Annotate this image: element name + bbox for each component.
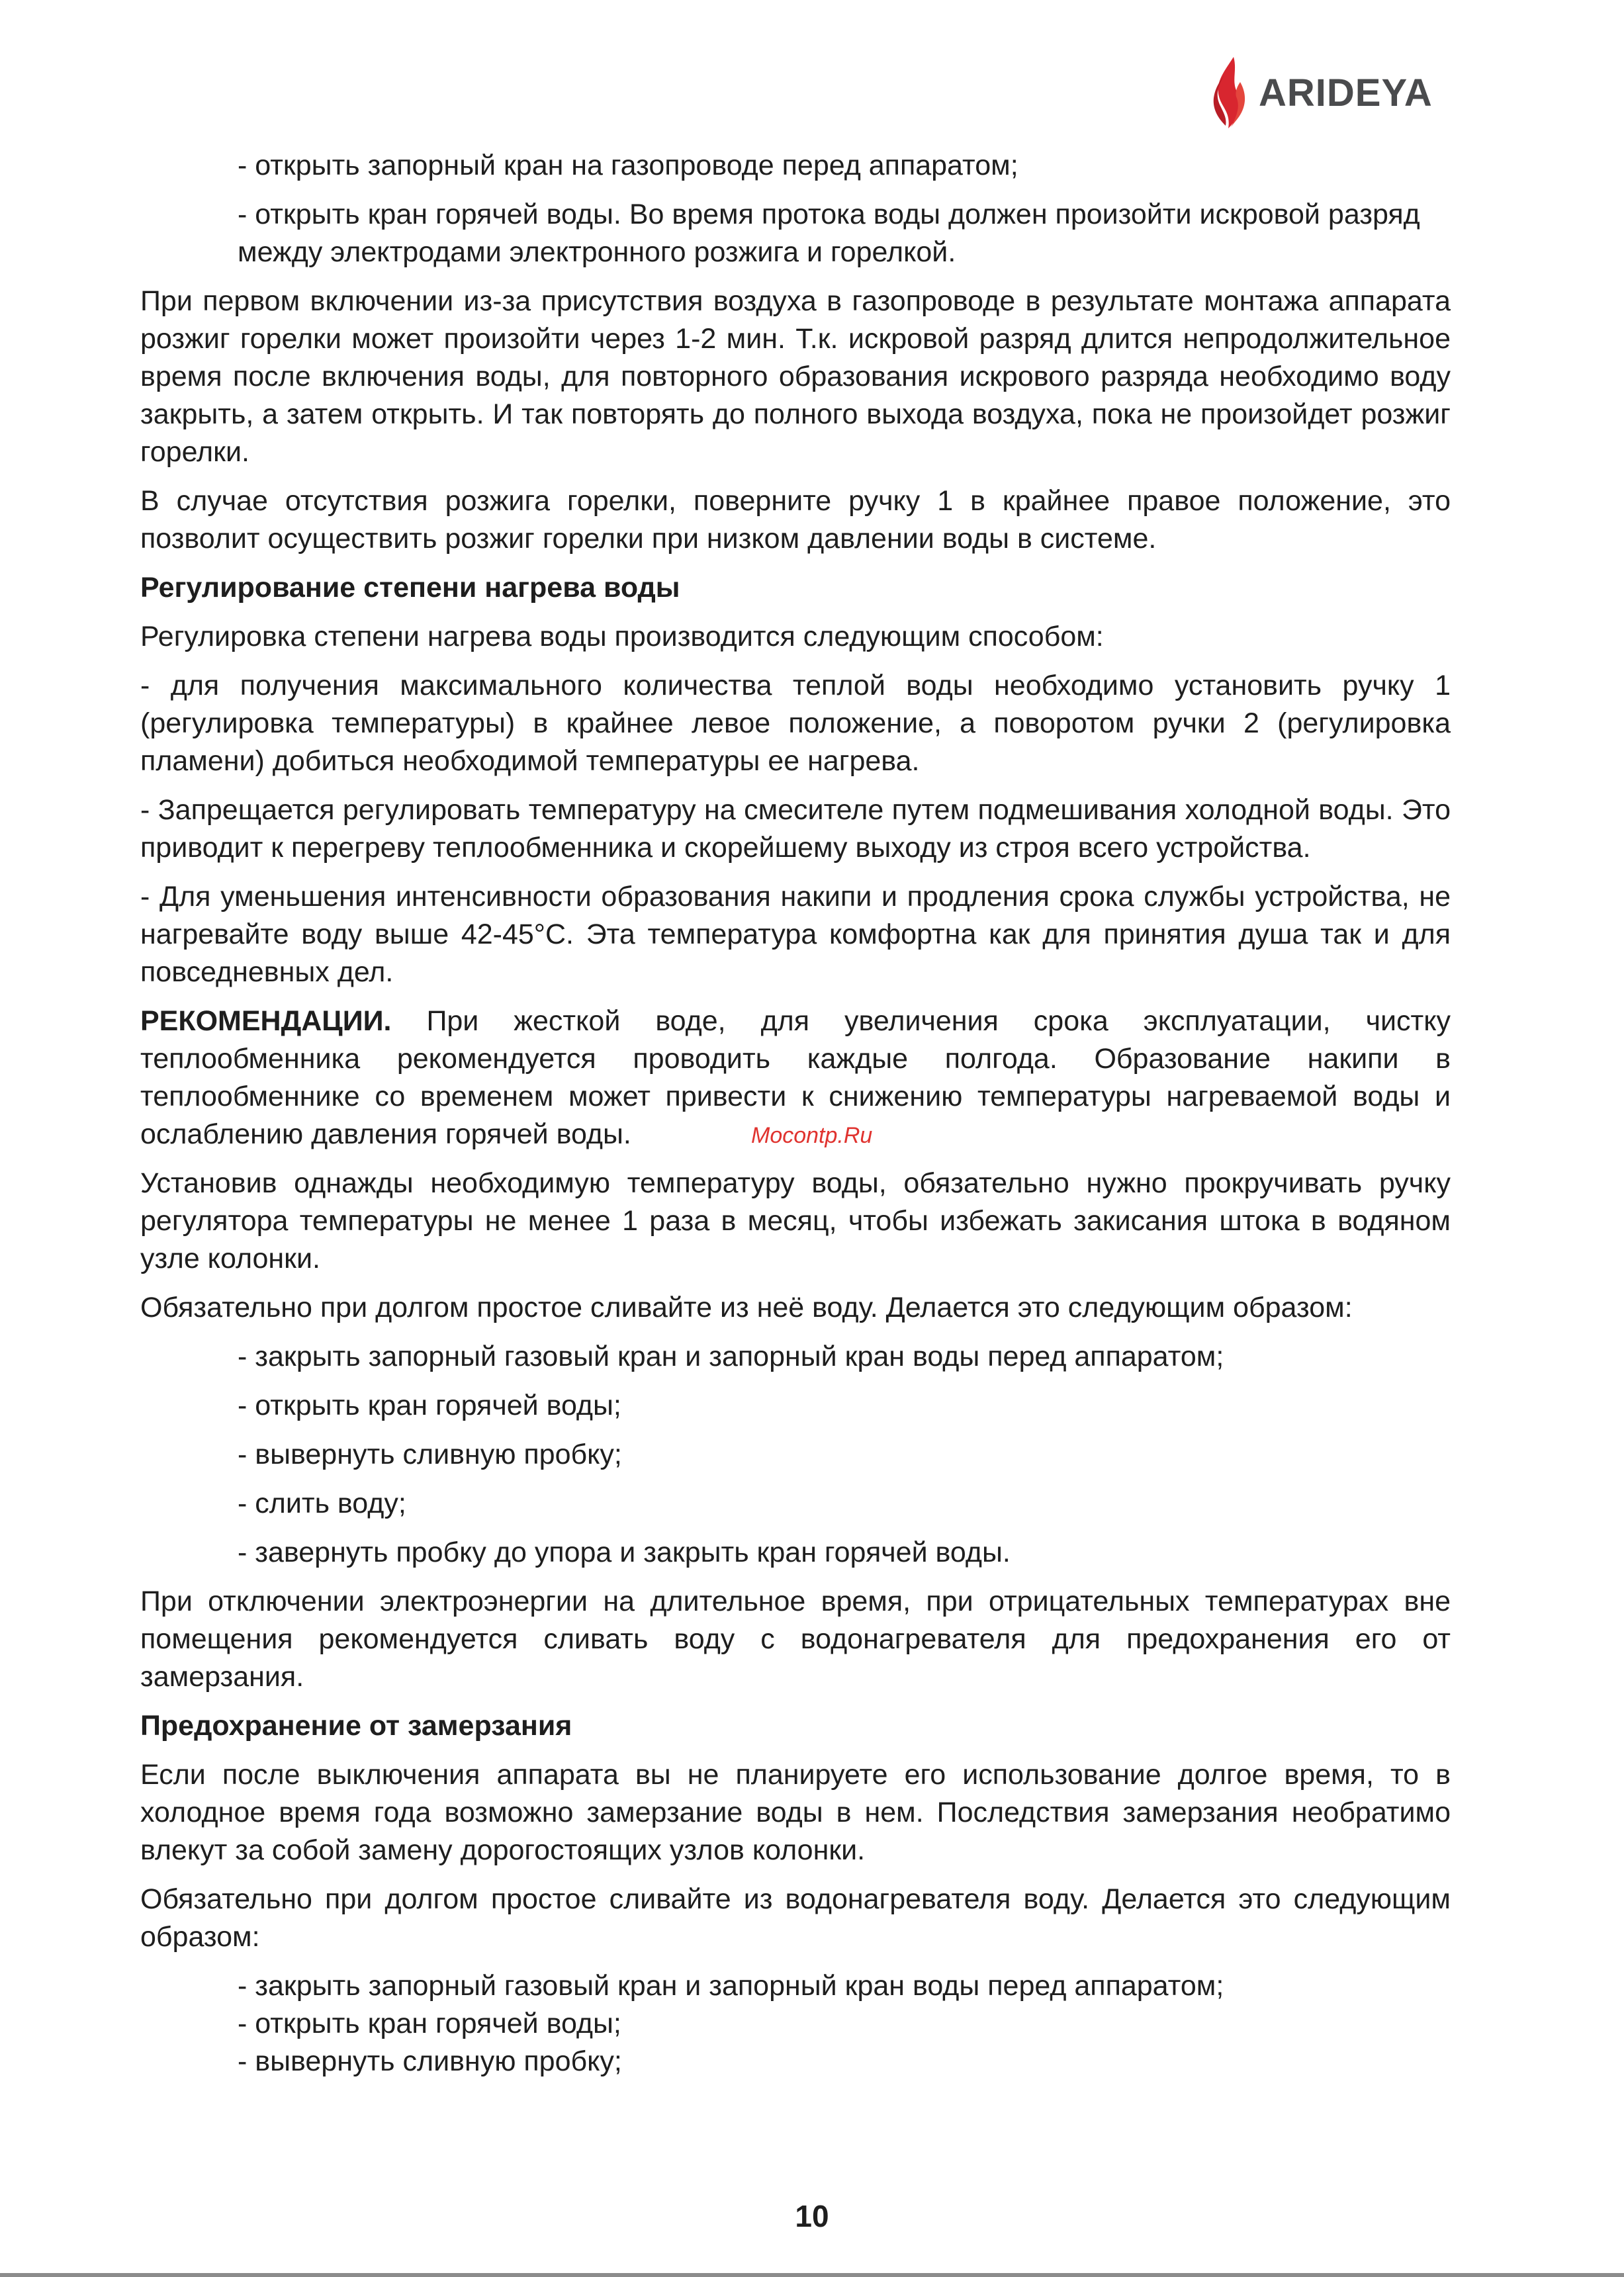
paragraph-no-ignition: В случае отсутствия розжига горелки, поверните ручку 1 в крайнее правое положение, это позволит осуществить розжиг горелки при низком давлении воды в системе. bbox=[140, 485, 1451, 555]
paragraph-regulation-intro: Регулировка степени нагрева воды производится следующим способом: bbox=[140, 621, 1104, 652]
paragraph-drain-intro: Обязательно при долгом простое сливайте из неё воду. Делается это следующим образом: bbox=[140, 1292, 1353, 1323]
brand-name: ARIDEYA bbox=[1259, 71, 1433, 114]
heading-freeze: Предохранение от замерзания bbox=[140, 1710, 572, 1742]
paragraph-scale-reduce: - Для уменьшения интенсивности образования накипи и продления срока службы устройства, не нагревайте воду выше 42-45°С. Эта температура комфортна как для принятия душа так и для повседневных дел. bbox=[140, 881, 1451, 988]
document-body bbox=[140, 147, 1451, 2080]
list-item: - вывернуть сливную пробку; bbox=[238, 1439, 622, 1470]
paragraph-power-off: При отключении электроэнергии на длительное время, при отрицательных температурах вне помещения рекомендуется сливать воду с водонагревателя для предохранения его от замерзания. bbox=[140, 1585, 1451, 1693]
watermark: Mocontp.Ru bbox=[751, 1123, 873, 1148]
brand-logo bbox=[1211, 53, 1433, 132]
paragraph-drain-intro-2: Обязательно при долгом простое сливайте из водонагревателя воду. Делается это следующим образом: bbox=[140, 1883, 1451, 1953]
list-item: - открыть кран горячей воды; bbox=[238, 1390, 621, 1421]
paragraph-rotate-knob: Установив однажды необходимую температуру воды, обязательно нужно прокручивать ручку регулятора температуры не менее 1 раза в месяц, чтобы избежать закисания штока в водяном узле колонки. bbox=[140, 1167, 1451, 1274]
recommendations-label: РЕКОМЕНДАЦИИ. bbox=[140, 1005, 392, 1037]
list-item: - открыть кран горячей воды. Во время протока воды должен произойти искровой разряд между электродами электронного розжига и горелкой. bbox=[238, 199, 1420, 268]
list-item: - закрыть запорный газовый кран и запорный кран воды перед аппаратом; bbox=[238, 1341, 1224, 1372]
paragraph-regulation-max: - для получения максимального количества теплой воды необходимо установить ручку 1 (регулировка температуры) в крайнее левое положение, а поворотом ручки 2 (регулировка пламени) добиться необходимой температуры ее нагрева. bbox=[140, 670, 1451, 777]
recommendations-text: При жесткой воде, для увеличения срока эксплуатации, чистку теплообменника рекомендуется проводить каждые полгода. Образование накипи в теплообменнике со временем может привести к снижению температуры нагреваемой воды и ослаблению давления горячей воды. bbox=[140, 1005, 1451, 1150]
paragraph-first-start: При первом включении из-за присутствия воздуха в газопроводе в результате монтажа аппарата розжиг горелки может произойти через 1-2 мин. Т.к. искровой разряд длится непродолжительное время после включения воды, для повторного образования искрового разряда необходимо воду закрыть, а затем открыть. И так повторять до полного выхода воздуха, пока не произойдет розжиг горелки. bbox=[140, 285, 1451, 468]
flame-icon bbox=[1211, 56, 1249, 130]
list-item: - открыть кран горячей воды; bbox=[238, 2008, 621, 2039]
list-item: - открыть запорный кран на газопроводе перед аппаратом; bbox=[238, 150, 1018, 181]
list-item: - закрыть запорный газовый кран и запорный кран воды перед аппаратом; bbox=[238, 1970, 1224, 2002]
heading-regulation: Регулирование степени нагрева воды bbox=[140, 572, 680, 603]
list-item: - вывернуть сливную пробку; bbox=[238, 2045, 622, 2077]
list-item: - завернуть пробку до упора и закрыть кран горячей воды. bbox=[238, 1537, 1011, 1568]
bottom-divider bbox=[0, 2273, 1624, 2277]
list-item: - слить воду; bbox=[238, 1488, 406, 1519]
paragraph-mixer-ban: - Запрещается регулировать температуру на смесителе путем подмешивания холодной воды. Это приводит к перегреву теплообменника и скорейшему выходу из строя всего устройства. bbox=[140, 794, 1451, 864]
paragraph-freeze: Если после выключения аппарата вы не планируете его использование долгое время, то в холодное время года возможно замерзание воды в нем. Последствия замерзания необратимо влекут за собой замену дорогостоящих узлов колонки. bbox=[140, 1759, 1451, 1866]
page-number: 10 bbox=[795, 2199, 829, 2233]
